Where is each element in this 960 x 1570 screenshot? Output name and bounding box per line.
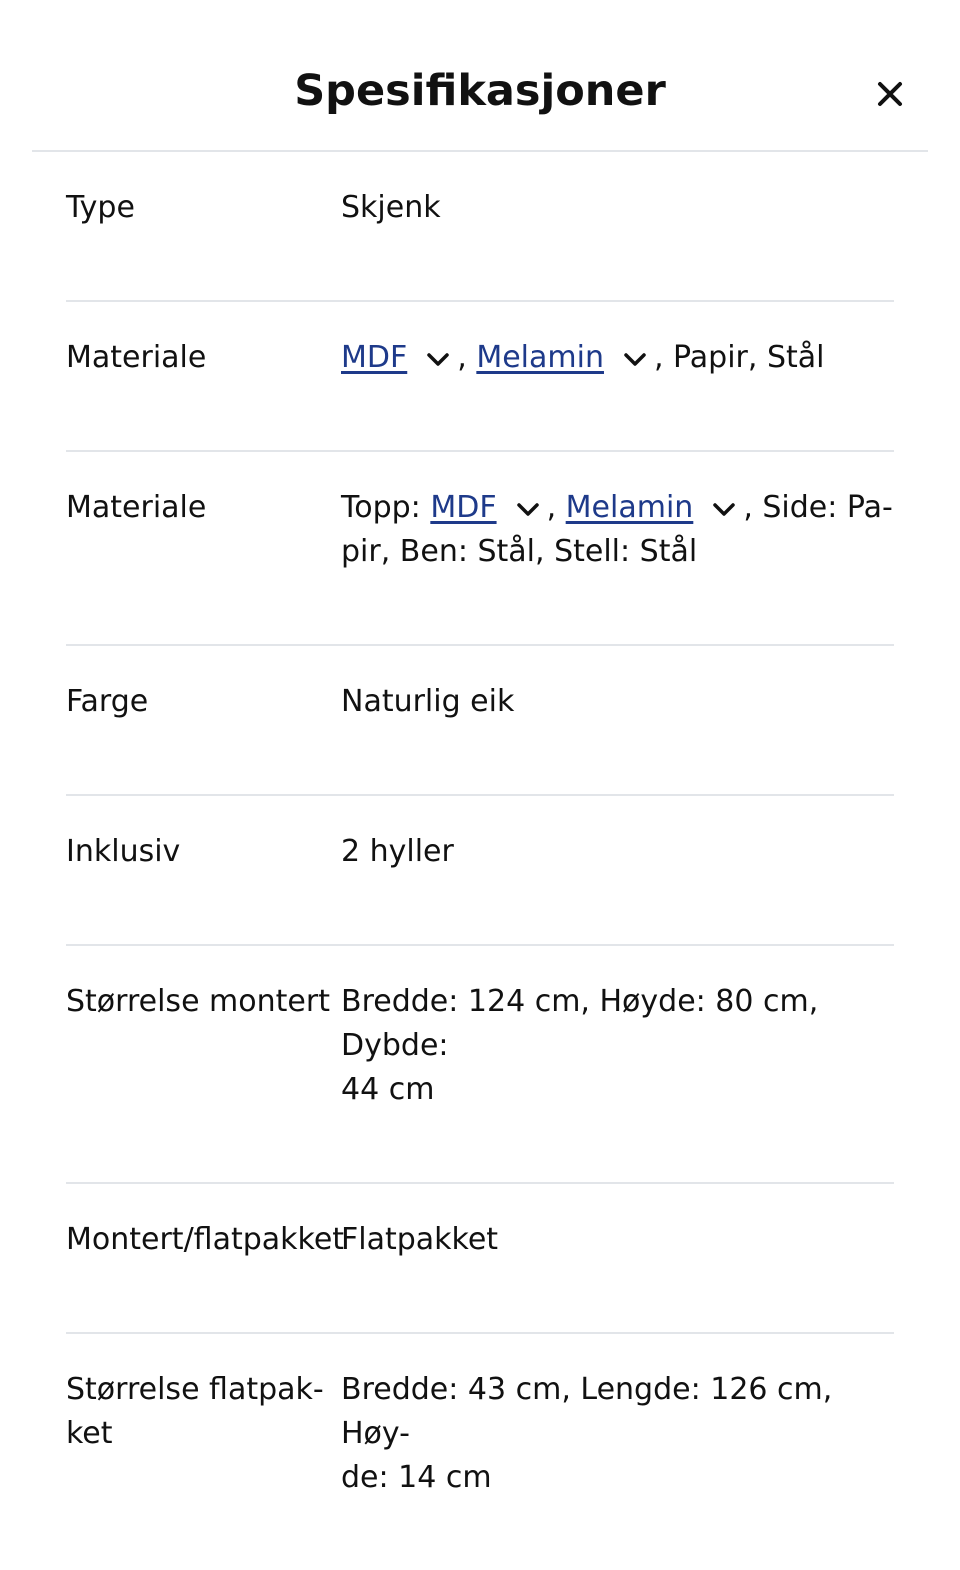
spec-table xyxy=(66,152,894,1570)
material-link-melamin[interactable]: Melamin xyxy=(476,340,604,375)
spec-row-assembly xyxy=(66,1184,894,1334)
material-rest-text: , Side: Pa- xyxy=(743,490,893,525)
spec-label: Størrelse montert xyxy=(66,984,330,1019)
spec-value: Skjenk xyxy=(341,190,441,225)
spec-label: Materiale xyxy=(66,340,207,375)
chevron-down-icon xyxy=(425,349,451,369)
material-rest-text: , Papir, Stål xyxy=(653,340,825,375)
value-line-1: Bredde: 124 cm, Høyde: 80 cm, Dybde: xyxy=(341,984,819,1063)
chevron-down-icon xyxy=(515,499,541,519)
chevron-down-icon xyxy=(711,499,737,519)
value-line-1: Bredde: 43 cm, Lengde: 126 cm, Høy- xyxy=(341,1372,833,1451)
spec-label: Materiale xyxy=(66,490,207,525)
spec-row-material-detail xyxy=(66,452,894,646)
separator-text: , xyxy=(546,490,557,525)
spec-value xyxy=(341,1334,894,1570)
spec-value xyxy=(341,302,894,450)
modal-header xyxy=(0,0,960,152)
spec-row-color xyxy=(66,646,894,796)
spec-value xyxy=(341,946,894,1182)
material-prefix-text: Topp: xyxy=(341,490,421,525)
spec-row-material xyxy=(66,302,894,452)
spec-row-type xyxy=(66,152,894,302)
value-line-2: de: 14 cm xyxy=(341,1460,492,1495)
spec-value: 2 hyller xyxy=(341,834,454,869)
spec-label: Type xyxy=(66,190,135,225)
material-link-mdf[interactable]: MDF xyxy=(341,340,408,375)
spec-label: Farge xyxy=(66,684,149,719)
close-icon xyxy=(877,81,903,107)
spec-row-size-assembled xyxy=(66,946,894,1184)
modal-title: Spesifikasjoner xyxy=(294,66,666,116)
chevron-down-icon xyxy=(622,349,648,369)
label-line-2: ket xyxy=(66,1416,113,1451)
spec-label: Montert/flatpakket xyxy=(66,1222,345,1257)
spec-label xyxy=(66,1334,341,1526)
expand-melamin-button[interactable] xyxy=(622,349,648,369)
value-line-2: 44 cm xyxy=(341,1072,435,1107)
spec-label: Inklusiv xyxy=(66,834,181,869)
spec-row-size-flatpacked xyxy=(66,1334,894,1570)
separator-text: , xyxy=(457,340,467,375)
label-line-1: Størrelse flatpak- xyxy=(66,1372,324,1407)
spec-row-included xyxy=(66,796,894,946)
close-button[interactable] xyxy=(868,72,912,116)
spec-value xyxy=(341,452,894,644)
expand-melamin-button[interactable] xyxy=(711,499,737,519)
material-link-mdf[interactable]: MDF xyxy=(430,490,497,525)
expand-mdf-button[interactable] xyxy=(515,499,541,519)
spec-value: Flatpakket xyxy=(341,1222,499,1257)
material-rest-text-2: pir, Ben: Stål, Stell: Stål xyxy=(341,534,698,569)
spec-value: Naturlig eik xyxy=(341,684,515,719)
material-link-melamin[interactable]: Melamin xyxy=(565,490,694,525)
expand-mdf-button[interactable] xyxy=(425,349,451,369)
